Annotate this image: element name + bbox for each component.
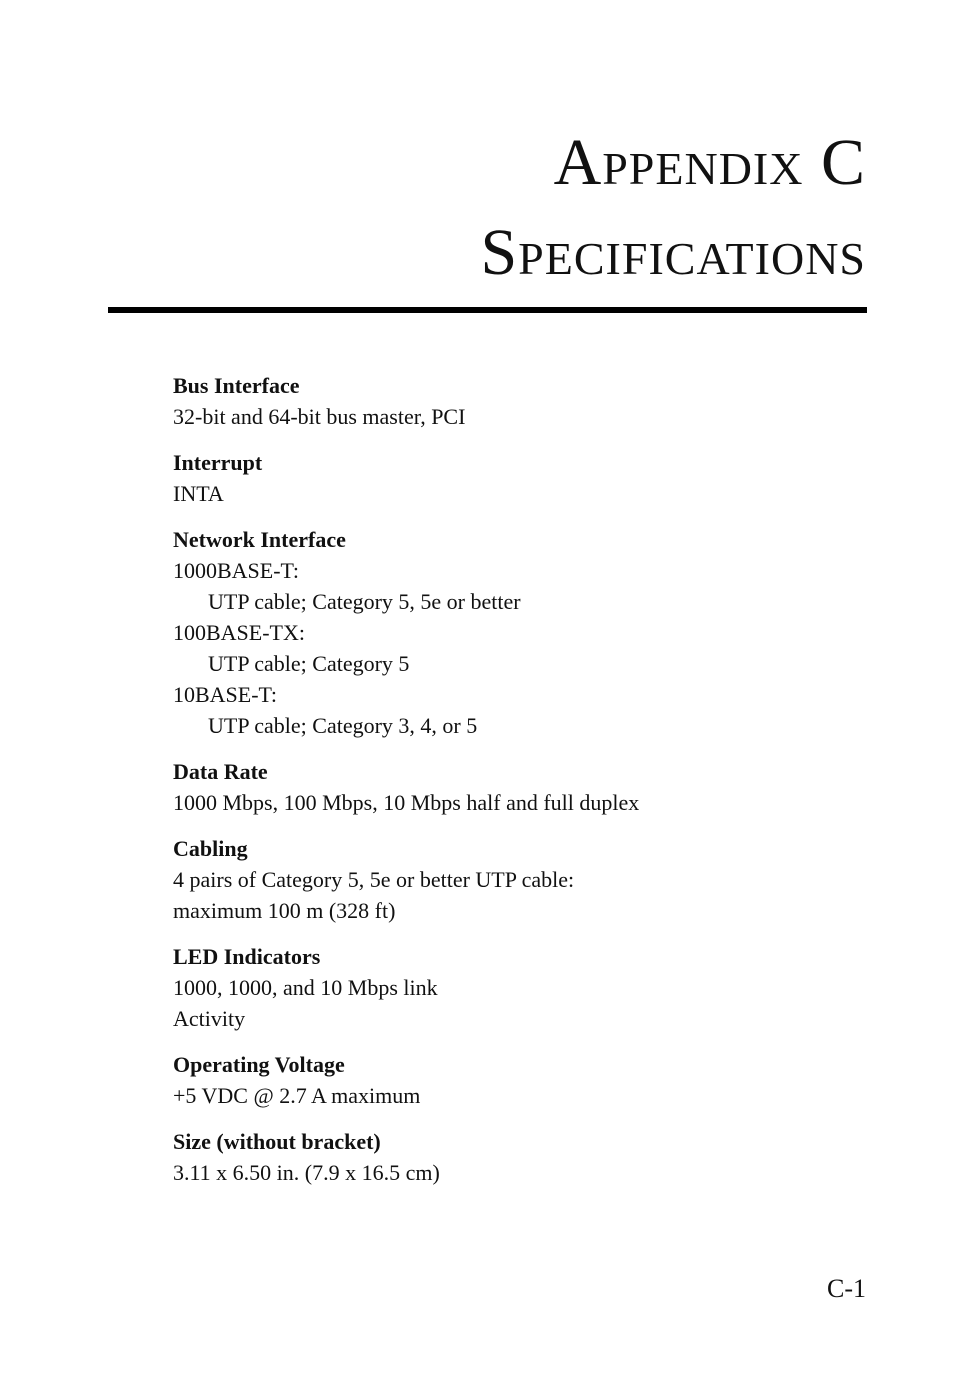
spec-value: Activity: [173, 1006, 246, 1031]
spec-section: [173, 447, 873, 509]
spec-section: [173, 756, 873, 818]
spec-section: [173, 941, 873, 1034]
spec-value: 32-bit and 64-bit bus master, PCI: [173, 404, 466, 429]
spec-value: 1000, 1000, and 10 Mbps link: [173, 975, 438, 1000]
page-number: C-1: [827, 1274, 866, 1303]
spec-section: [173, 1126, 873, 1188]
page-title: Specifications: [480, 216, 866, 289]
spec-value: 4 pairs of Category 5, 5e or better UTP cable:: [173, 867, 575, 892]
spec-title: Operating Voltage: [173, 1052, 345, 1077]
spec-value: UTP cable; Category 3, 4, or 5: [208, 713, 478, 738]
spec-value: UTP cable; Category 5: [208, 651, 410, 676]
heading-divider: [108, 307, 867, 313]
spec-title: Cabling: [173, 836, 248, 861]
spec-title: LED Indicators: [173, 944, 321, 969]
spec-value: UTP cable; Category 5, 5e or better: [208, 589, 521, 614]
specifications-list: [173, 370, 873, 1203]
spec-value: INTA: [173, 481, 224, 506]
spec-section: [173, 1049, 873, 1111]
spec-section: [173, 833, 873, 926]
spec-title: Interrupt: [173, 450, 263, 475]
spec-value: 3.11 x 6.50 in. (7.9 x 16.5 cm): [173, 1160, 440, 1185]
spec-section: [173, 524, 873, 741]
appendix-label: Appendix C: [553, 126, 866, 199]
spec-title: Size (without bracket): [173, 1129, 381, 1154]
spec-title: Data Rate: [173, 759, 268, 784]
chapter-heading: [480, 118, 866, 298]
spec-value: maximum 100 m (328 ft): [173, 898, 396, 923]
spec-value: 100BASE-TX:: [173, 620, 305, 645]
spec-value: 1000BASE-T:: [173, 558, 300, 583]
spec-title: Bus Interface: [173, 373, 300, 398]
spec-value: +5 VDC @ 2.7 A maximum: [173, 1083, 421, 1108]
spec-value: 1000 Mbps, 100 Mbps, 10 Mbps half and full duplex: [173, 790, 640, 815]
spec-section: [173, 370, 873, 432]
spec-title: Network Interface: [173, 527, 346, 552]
spec-value: 10BASE-T:: [173, 682, 278, 707]
